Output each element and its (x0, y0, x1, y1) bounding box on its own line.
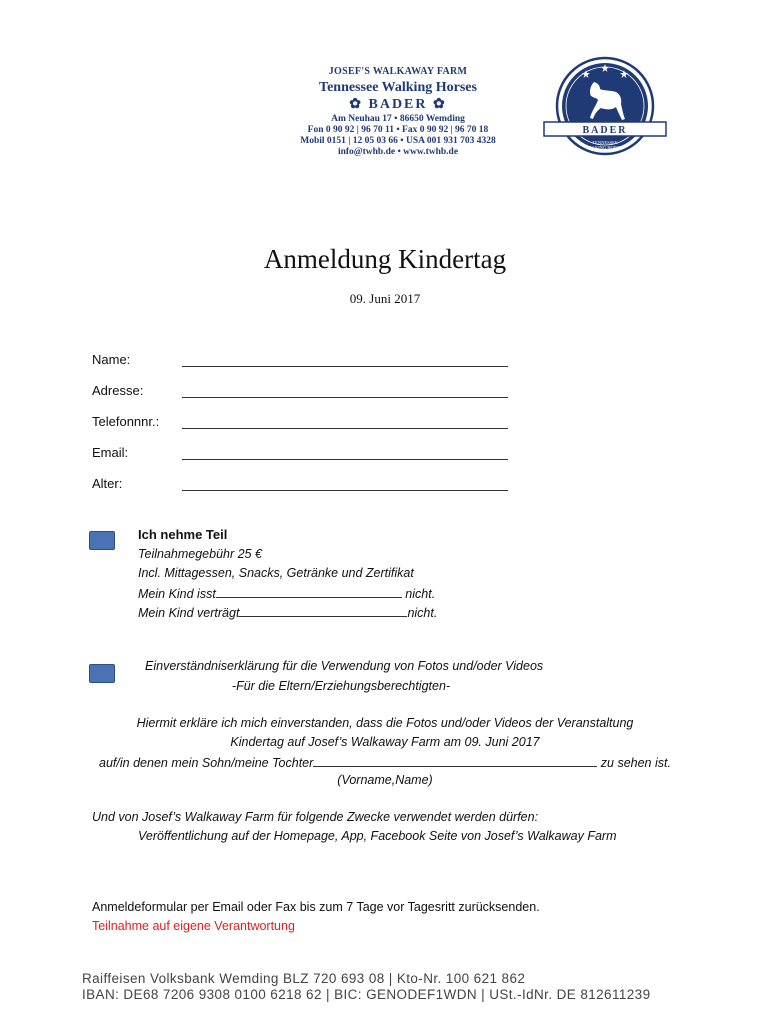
letterhead-mobile: Mobil 0151 | 12 05 03 66 • USA 001 931 703 4328 (300, 136, 496, 146)
name-label: Name: (92, 352, 131, 367)
eats-prefix: Mein Kind isst (138, 587, 216, 601)
letterhead-farm: JOSEF'S WALKAWAY FARM (328, 66, 468, 77)
event-date: 09. Juni 2017 (349, 291, 421, 306)
logo-line2: WALKING HORSES (585, 145, 625, 150)
letterhead-name: ✿ BADER ✿ (349, 97, 447, 112)
horse-logo-icon (534, 56, 676, 158)
consent-line3-prefix: auf/in denen mein Sohn/meine Tochter (99, 756, 314, 770)
instructions: Anmeldeformular per Email oder Fax bis zum 7 Tage vor Tagesritt zurücksenden. (92, 900, 540, 914)
participation-included: Incl. Mittagessen, Snacks, Getränke und Zertifikat (138, 566, 414, 580)
tolerates-field[interactable] (239, 604, 407, 617)
name-field[interactable] (182, 366, 508, 367)
email-field[interactable] (182, 459, 508, 460)
consent-line3 (0, 754, 770, 770)
child-name-field[interactable] (313, 754, 597, 767)
consent-purpose1: Und von Josef’s Walkaway Farm für folgende Zwecke verwendet werden dürfen: (92, 810, 539, 824)
footer-bank: Raiffeisen Volksbank Wemding BLZ 720 693 08 | Kto-Nr. 100 621 862 (82, 971, 526, 986)
email-label: Email: (92, 445, 129, 460)
consent-subheading: -Für die Eltern/Erziehungsberechtigten- (231, 679, 451, 693)
participation-fee: Teilnahmegebühr 25 € (138, 547, 262, 561)
phone-label: Telefonnnr.: (92, 414, 160, 429)
consent-line4: (Vorname,Name) (337, 773, 433, 787)
eats-field[interactable] (216, 585, 402, 598)
participation-checkbox[interactable] (89, 531, 115, 550)
tolerates-suffix: nicht. (407, 606, 438, 620)
eats-line (138, 585, 435, 601)
participation-heading: Ich nehme Teil (138, 527, 228, 542)
address-field[interactable] (182, 397, 508, 398)
consent-purpose2: Veröffentlichung auf der Homepage, App, Facebook Seite von Josef’s Walkaway Farm (138, 829, 617, 843)
consent-line1: Hiermit erkläre ich mich einverstanden, dass die Fotos und/oder Videos der Veranstaltung (136, 716, 634, 730)
age-field[interactable] (182, 490, 508, 491)
tolerates-line (138, 604, 437, 620)
letterhead-breed: Tennessee Walking Horses (319, 80, 477, 95)
eats-suffix: nicht. (401, 587, 436, 601)
consent-line3-suffix: zu sehen ist. (597, 756, 671, 770)
letterhead-address: Am Neuhau 17 • 86650 Wemding (331, 114, 465, 124)
warning-text: Teilnahme auf eigene Verantwortung (92, 919, 295, 933)
letterhead-web: info@twhb.de • www.twhb.de (337, 147, 459, 157)
tolerates-prefix: Mein Kind verträgt (138, 606, 240, 620)
consent-heading: Einverständniserklärung für die Verwendung von Fotos und/oder Videos (145, 659, 544, 673)
consent-line2: Kindertag auf Josef’s Walkaway Farm am 09. Juni 2017 (230, 735, 540, 749)
logo-line1: TENNESSEE (592, 140, 618, 145)
footer-iban: IBAN: DE68 7206 9308 0100 6218 62 | BIC: GENODEF1WDN | USt.-IdNr. DE 812611239 (82, 987, 651, 1002)
logo-ribbon-text: BADER (582, 125, 628, 136)
page-title: Anmeldung Kindertag (263, 244, 507, 274)
letterhead-phone: Fon 0 90 92 | 96 70 11 • Fax 0 90 92 | 96 70 18 (307, 125, 489, 135)
address-label: Adresse: (92, 383, 144, 398)
phone-field[interactable] (182, 428, 508, 429)
age-label: Alter: (92, 476, 123, 491)
